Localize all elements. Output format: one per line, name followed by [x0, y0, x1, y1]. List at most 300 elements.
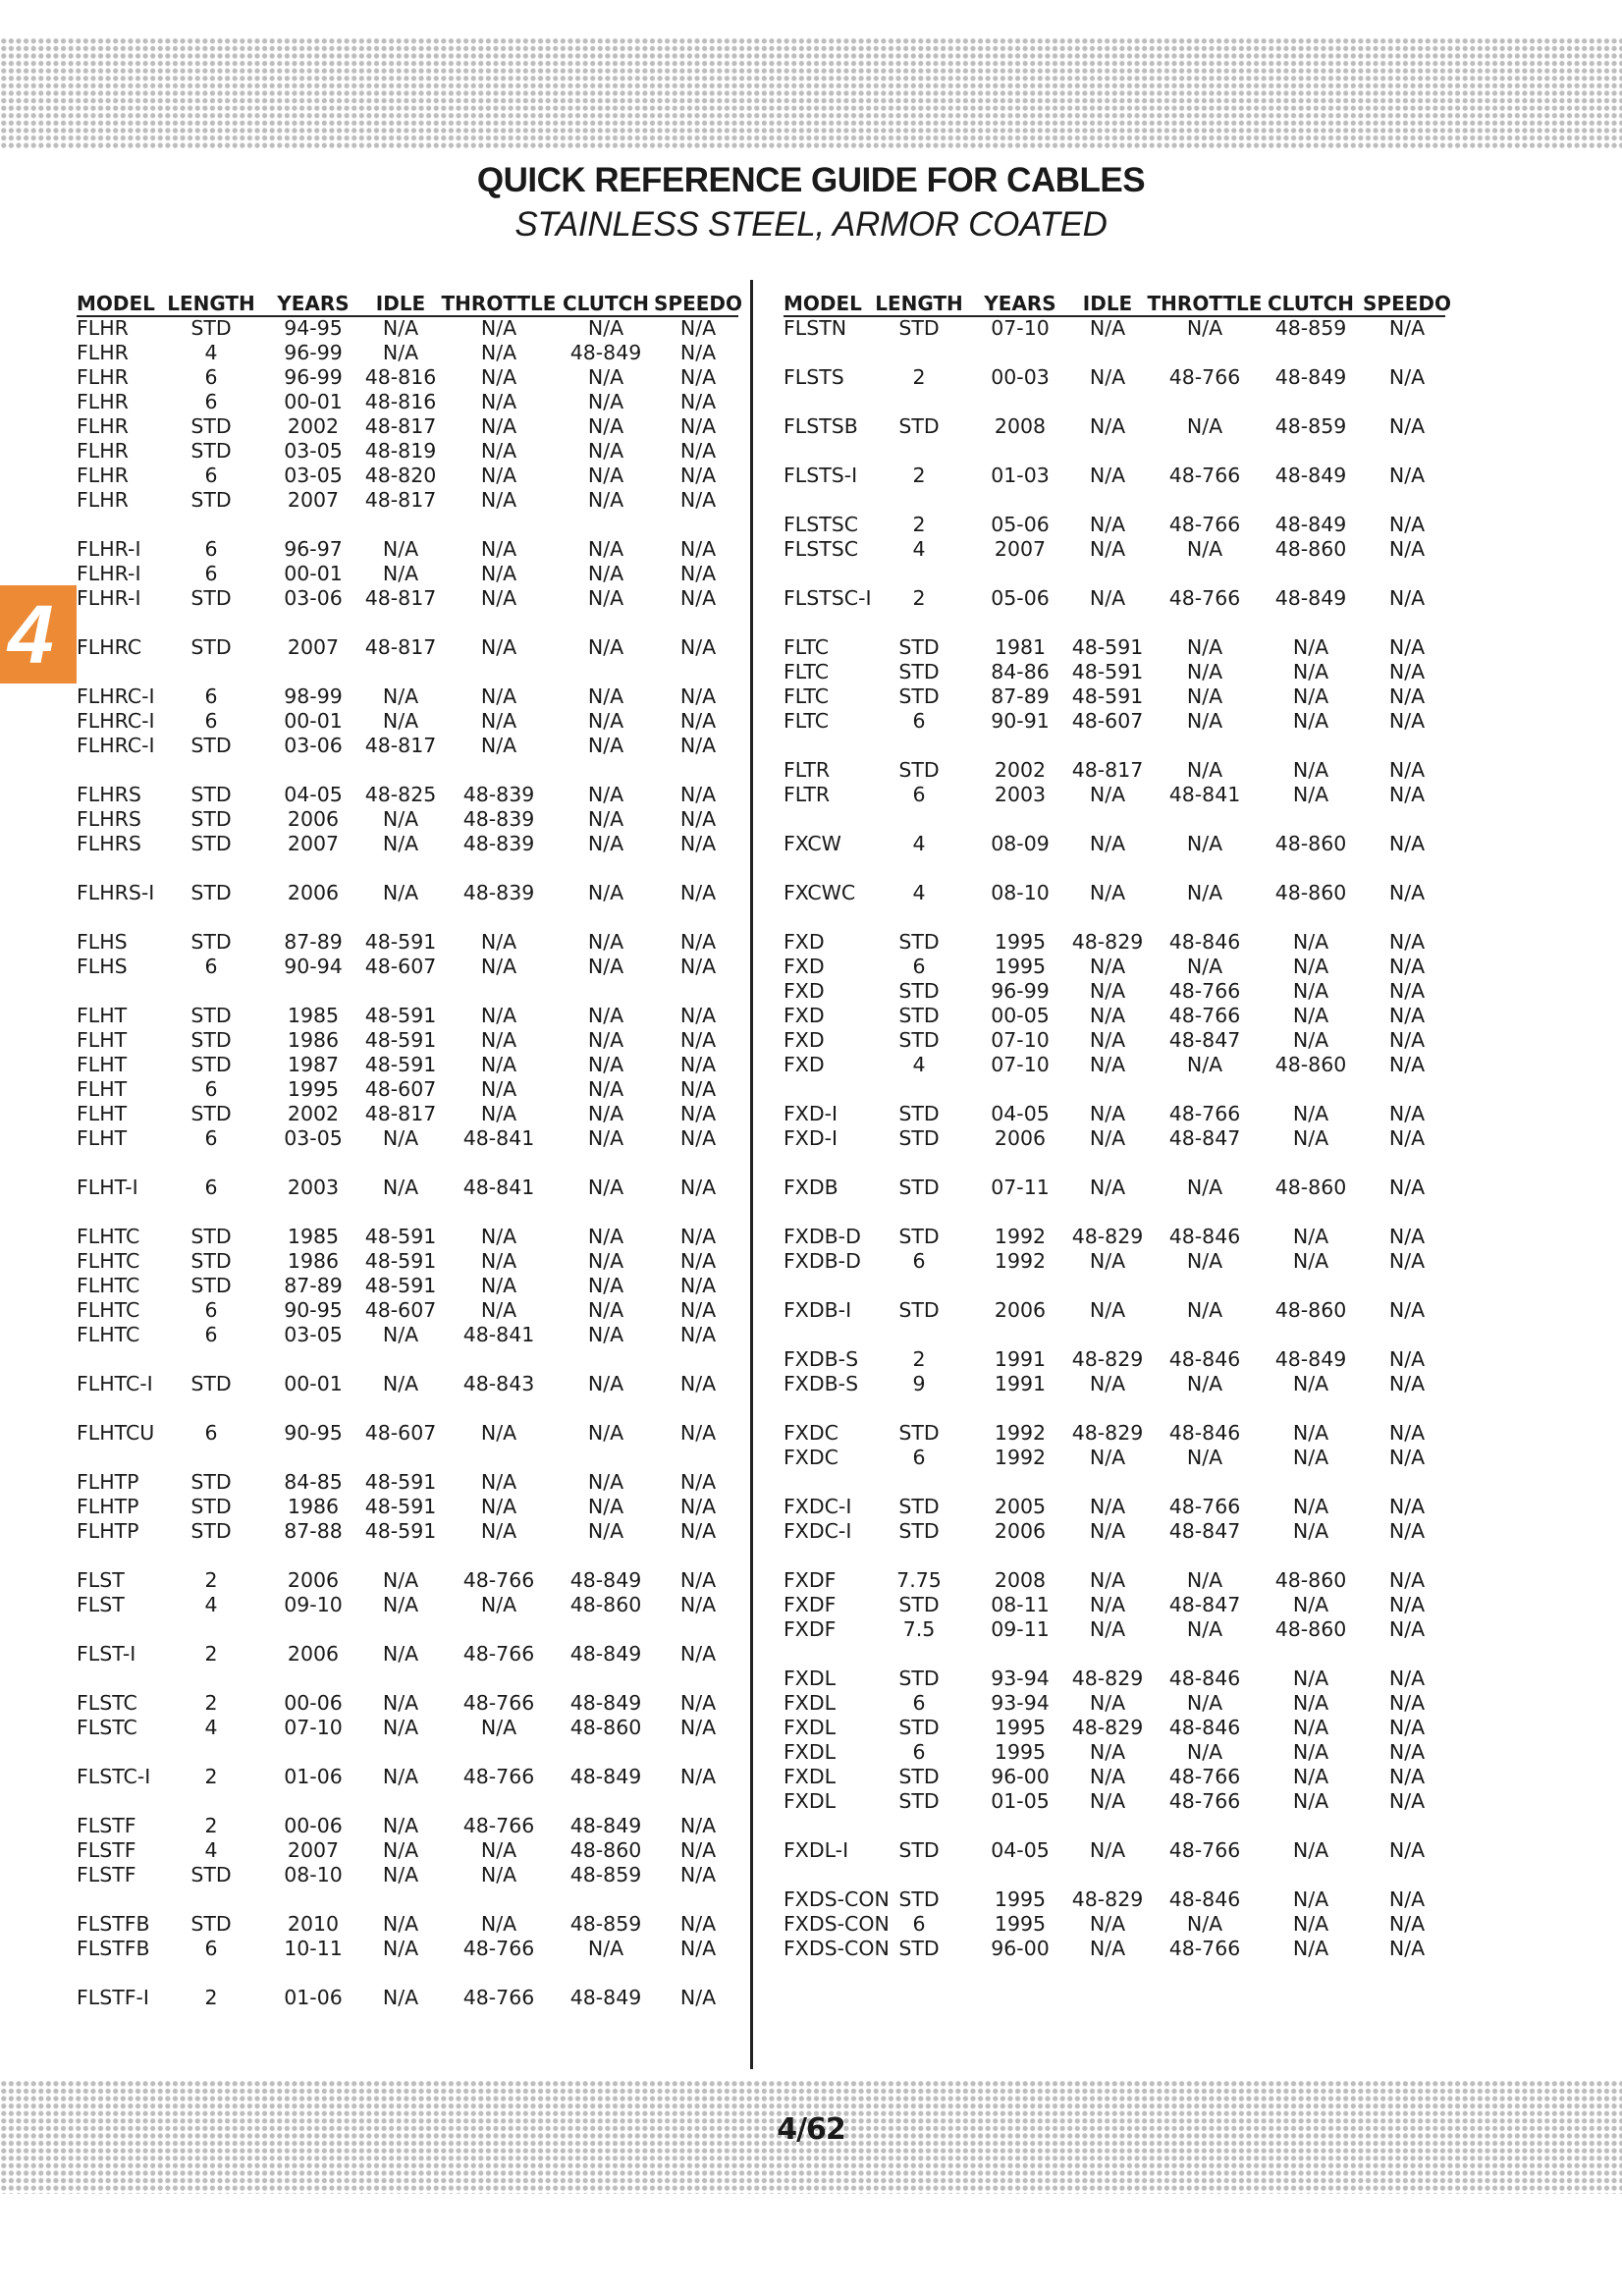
throttle-cell: 48-766	[1168, 979, 1241, 1003]
idle-cell: N/A	[382, 1838, 419, 1862]
clutch-cell: N/A	[1292, 930, 1329, 954]
years-cell: 2006	[994, 1126, 1047, 1150]
throttle-cell: N/A	[480, 1495, 517, 1518]
speedo-cell: N/A	[679, 414, 717, 438]
throttle-cell: 48-766	[1168, 1789, 1241, 1813]
length-cell: STD	[898, 1593, 940, 1616]
length-cell: 9	[912, 1372, 926, 1395]
throttle-cell: N/A	[480, 1421, 517, 1445]
clutch-cell: N/A	[587, 1274, 624, 1297]
speedo-cell: N/A	[1388, 365, 1426, 389]
idle-cell: 48-607	[364, 1421, 437, 1445]
clutch-cell: N/A	[1292, 1740, 1329, 1764]
years-cell: 87-89	[284, 1274, 343, 1297]
speedo-cell: N/A	[679, 807, 717, 831]
speedo-cell: N/A	[1388, 1519, 1426, 1543]
speedo-cell: N/A	[1388, 1887, 1426, 1911]
length-cell: STD	[898, 1004, 940, 1027]
speedo-cell: N/A	[679, 1642, 717, 1666]
speedo-cell: N/A	[1388, 684, 1426, 708]
model-cell: FXDS-CON	[784, 1937, 890, 1960]
years-cell: 00-01	[284, 390, 343, 413]
clutch-cell: N/A	[1292, 758, 1329, 782]
years-cell: 07-10	[991, 1028, 1050, 1052]
years-cell: 05-06	[991, 513, 1050, 536]
idle-cell: N/A	[1089, 1028, 1126, 1052]
idle-cell: N/A	[382, 881, 419, 904]
speedo-cell: N/A	[1388, 1102, 1426, 1125]
speedo-cell: N/A	[679, 1765, 717, 1788]
years-cell: 08-10	[991, 881, 1050, 904]
clutch-cell: 48-860	[1274, 1175, 1347, 1199]
throttle-cell: 48-766	[462, 1691, 535, 1715]
throttle-cell: 48-766	[1168, 365, 1241, 389]
years-cell: 1992	[994, 1249, 1047, 1273]
speedo-cell: N/A	[1388, 979, 1426, 1003]
clutch-cell: N/A	[587, 709, 624, 733]
speedo-cell: N/A	[1388, 1667, 1426, 1690]
idle-cell: 48-829	[1071, 1667, 1144, 1690]
throttle-cell: N/A	[1186, 1446, 1223, 1469]
speedo-cell: N/A	[1388, 1298, 1426, 1322]
model-cell: FLSTN	[784, 316, 847, 340]
length-cell: STD	[898, 758, 940, 782]
model-cell: FLSTSC	[784, 537, 859, 561]
length-cell: 6	[204, 537, 218, 561]
model-cell: FLHR-I	[77, 562, 141, 585]
speedo-cell: N/A	[679, 341, 717, 364]
model-cell: FLSTC-I	[77, 1765, 151, 1788]
speedo-cell: N/A	[1388, 930, 1426, 954]
throttle-cell: N/A	[1186, 1298, 1223, 1322]
speedo-cell: N/A	[679, 1814, 717, 1837]
speedo-cell: N/A	[1388, 1249, 1426, 1273]
column-header-speedo: SPEEDO	[654, 292, 742, 315]
years-cell: 96-99	[284, 365, 343, 389]
length-cell: 6	[204, 1126, 218, 1150]
years-cell: 07-10	[991, 1053, 1050, 1076]
length-cell: 6	[912, 1740, 926, 1764]
years-cell: 1995	[994, 930, 1047, 954]
years-cell: 1985	[287, 1004, 340, 1027]
idle-cell: N/A	[382, 1912, 419, 1936]
model-cell: FLHRC	[77, 635, 142, 659]
length-cell: 6	[204, 1323, 218, 1346]
model-cell: FXDC	[784, 1421, 838, 1445]
model-cell: FXD	[784, 930, 825, 954]
throttle-cell: N/A	[480, 1053, 517, 1076]
clutch-cell: N/A	[1292, 1495, 1329, 1518]
column-header-speedo: SPEEDO	[1363, 292, 1451, 315]
length-cell: STD	[190, 1863, 232, 1886]
length-cell: 6	[204, 1175, 218, 1199]
length-cell: 6	[204, 1298, 218, 1322]
speedo-cell: N/A	[679, 1004, 717, 1027]
clutch-cell: N/A	[1292, 1028, 1329, 1052]
throttle-cell: N/A	[480, 1298, 517, 1322]
idle-cell: N/A	[1089, 1249, 1126, 1273]
speedo-cell: N/A	[1388, 464, 1426, 487]
idle-cell: 48-591	[364, 1495, 437, 1518]
years-cell: 04-05	[284, 783, 343, 806]
speedo-cell: N/A	[1388, 1446, 1426, 1469]
model-cell: FLSTF	[77, 1863, 136, 1886]
idle-cell: 48-829	[1071, 1421, 1144, 1445]
model-cell: FXDL	[784, 1691, 837, 1715]
years-cell: 98-99	[284, 684, 343, 708]
speedo-cell: N/A	[679, 1519, 717, 1543]
throttle-cell: 48-766	[462, 1568, 535, 1592]
speedo-cell: N/A	[679, 832, 717, 855]
throttle-cell: N/A	[480, 1912, 517, 1936]
speedo-cell: N/A	[1388, 1495, 1426, 1518]
throttle-cell: N/A	[1186, 758, 1223, 782]
model-cell: FLTC	[784, 660, 830, 683]
idle-cell: N/A	[1089, 316, 1126, 340]
model-cell: FXDS-CON	[784, 1912, 890, 1936]
throttle-cell: N/A	[1186, 1568, 1223, 1592]
speedo-cell: N/A	[679, 1421, 717, 1445]
speedo-cell: N/A	[679, 1937, 717, 1960]
throttle-cell: N/A	[480, 684, 517, 708]
throttle-cell: 48-847	[1168, 1519, 1241, 1543]
years-cell: 03-06	[284, 586, 343, 610]
page-title: QUICK REFERENCE GUIDE FOR CABLES	[476, 161, 1146, 199]
throttle-cell: N/A	[480, 1004, 517, 1027]
length-cell: 6	[204, 464, 218, 487]
throttle-cell: N/A	[1186, 316, 1223, 340]
speedo-cell: N/A	[679, 1593, 717, 1616]
model-cell: FLHT	[77, 1077, 128, 1101]
model-cell: FLSTF	[77, 1838, 136, 1862]
clutch-cell: N/A	[587, 1323, 624, 1346]
length-cell: 2	[912, 1347, 926, 1371]
throttle-cell: N/A	[480, 390, 517, 413]
throttle-cell: 48-843	[462, 1372, 535, 1395]
column-header-model: MODEL	[784, 292, 862, 315]
throttle-cell: N/A	[1186, 709, 1223, 733]
throttle-cell: N/A	[1186, 1912, 1223, 1936]
length-cell: 6	[912, 783, 926, 806]
model-cell: FLHRC-I	[77, 709, 155, 733]
throttle-cell: N/A	[1186, 1249, 1223, 1273]
model-cell: FLHT	[77, 1053, 128, 1076]
model-cell: FLHTC	[77, 1323, 140, 1346]
idle-cell: N/A	[1089, 1495, 1126, 1518]
throttle-cell: 48-839	[462, 807, 535, 831]
idle-cell: N/A	[382, 1986, 419, 2009]
clutch-cell: 48-849	[1274, 513, 1347, 536]
model-cell: FLHT	[77, 1028, 128, 1052]
idle-cell: 48-607	[364, 955, 437, 978]
speedo-cell: N/A	[1388, 1937, 1426, 1960]
clutch-cell: 48-849	[569, 341, 642, 364]
idle-cell: N/A	[1089, 1519, 1126, 1543]
speedo-cell: N/A	[679, 439, 717, 463]
throttle-cell: 48-841	[1168, 783, 1241, 806]
speedo-cell: N/A	[679, 1028, 717, 1052]
speedo-cell: N/A	[679, 709, 717, 733]
model-cell: FLHR	[77, 316, 129, 340]
throttle-cell: N/A	[1186, 660, 1223, 683]
length-cell: 4	[204, 1716, 218, 1739]
idle-cell: 48-817	[364, 1102, 437, 1125]
model-cell: FLHTC	[77, 1298, 140, 1322]
throttle-cell: N/A	[1186, 1372, 1223, 1395]
clutch-cell: N/A	[1292, 1593, 1329, 1616]
chapter-tab	[0, 585, 77, 683]
speedo-cell: N/A	[679, 684, 717, 708]
length-cell: STD	[190, 881, 232, 904]
clutch-cell: N/A	[587, 1225, 624, 1248]
length-cell: 4	[912, 881, 926, 904]
length-cell: 2	[912, 586, 926, 610]
length-cell: 6	[204, 1937, 218, 1960]
throttle-cell: N/A	[480, 365, 517, 389]
idle-cell: 48-825	[364, 783, 437, 806]
model-cell: FXDB-D	[784, 1249, 861, 1273]
speedo-cell: N/A	[1388, 660, 1426, 683]
speedo-cell: N/A	[679, 955, 717, 978]
speedo-cell: N/A	[1388, 1421, 1426, 1445]
length-cell: STD	[190, 1249, 232, 1273]
idle-cell: N/A	[1089, 365, 1126, 389]
model-cell: FLHRS-I	[77, 881, 155, 904]
years-cell: 2007	[287, 832, 340, 855]
model-cell: FLHTC	[77, 1274, 140, 1297]
years-cell: 08-10	[284, 1863, 343, 1886]
length-cell: 6	[204, 1421, 218, 1445]
speedo-cell: N/A	[1388, 758, 1426, 782]
throttle-cell: 48-846	[1168, 1716, 1241, 1739]
idle-cell: N/A	[1089, 783, 1126, 806]
length-cell: 6	[912, 955, 926, 978]
years-cell: 1986	[287, 1495, 340, 1518]
clutch-cell: N/A	[587, 1004, 624, 1027]
length-cell: STD	[190, 1274, 232, 1297]
years-cell: 1991	[994, 1347, 1047, 1371]
idle-cell: 48-591	[364, 1028, 437, 1052]
throttle-cell: N/A	[480, 316, 517, 340]
idle-cell: N/A	[1089, 1740, 1126, 1764]
length-cell: STD	[190, 930, 232, 954]
length-cell: STD	[190, 414, 232, 438]
model-cell: FLSTF	[77, 1814, 136, 1837]
clutch-cell: N/A	[1292, 1716, 1329, 1739]
years-cell: 03-05	[284, 1126, 343, 1150]
speedo-cell: N/A	[1388, 1053, 1426, 1076]
years-cell: 93-94	[991, 1691, 1050, 1715]
throttle-cell: N/A	[480, 1225, 517, 1248]
years-cell: 00-05	[991, 1004, 1050, 1027]
model-cell: FLHT	[77, 1126, 128, 1150]
model-cell: FLTC	[784, 684, 830, 708]
years-cell: 94-95	[284, 316, 343, 340]
years-cell: 2008	[994, 414, 1047, 438]
clutch-cell: N/A	[587, 1937, 624, 1960]
speedo-cell: N/A	[679, 390, 717, 413]
length-cell: STD	[190, 1912, 232, 1936]
throttle-cell: 48-766	[1168, 1937, 1241, 1960]
length-cell: STD	[898, 635, 940, 659]
years-cell: 1985	[287, 1225, 340, 1248]
length-cell: STD	[898, 316, 940, 340]
clutch-cell: N/A	[587, 783, 624, 806]
model-cell: FLSTFB	[77, 1912, 150, 1936]
speedo-cell: N/A	[1388, 1838, 1426, 1862]
model-cell: FXD-I	[784, 1102, 838, 1125]
clutch-cell: 48-849	[1274, 365, 1347, 389]
idle-cell: N/A	[382, 684, 419, 708]
idle-cell: N/A	[382, 341, 419, 364]
speedo-cell: N/A	[679, 1175, 717, 1199]
years-cell: 04-05	[991, 1102, 1050, 1125]
clutch-cell: N/A	[587, 464, 624, 487]
clutch-cell: N/A	[1292, 709, 1329, 733]
throttle-cell: N/A	[1186, 1740, 1223, 1764]
model-cell: FLHR	[77, 464, 129, 487]
clutch-cell: 48-849	[1274, 1347, 1347, 1371]
length-cell: 2	[204, 1814, 218, 1837]
model-cell: FLSTS	[784, 365, 844, 389]
speedo-cell: N/A	[1388, 1716, 1426, 1739]
clutch-cell: 48-849	[569, 1986, 642, 2009]
idle-cell: N/A	[382, 537, 419, 561]
speedo-cell: N/A	[679, 1077, 717, 1101]
throttle-cell: N/A	[1186, 684, 1223, 708]
length-cell: STD	[190, 1495, 232, 1518]
length-cell: 2	[204, 1568, 218, 1592]
throttle-cell: N/A	[480, 1249, 517, 1273]
years-cell: 1991	[994, 1372, 1047, 1395]
clutch-cell: N/A	[1292, 1004, 1329, 1027]
years-cell: 07-10	[284, 1716, 343, 1739]
throttle-cell: N/A	[480, 1470, 517, 1494]
clutch-cell: 48-860	[1274, 832, 1347, 855]
page-subtitle: STAINLESS STEEL, ARMOR COATED	[514, 205, 1108, 244]
length-cell: STD	[898, 1667, 940, 1690]
years-cell: 1992	[994, 1421, 1047, 1445]
years-cell: 00-01	[284, 562, 343, 585]
clutch-cell: N/A	[1292, 1838, 1329, 1862]
chapter-number: 4	[8, 588, 54, 681]
length-cell: STD	[898, 1102, 940, 1125]
length-cell: STD	[190, 1372, 232, 1395]
clutch-cell: 48-860	[1274, 1298, 1347, 1322]
length-cell: STD	[190, 1519, 232, 1543]
speedo-cell: N/A	[1388, 783, 1426, 806]
years-cell: 03-06	[284, 734, 343, 757]
years-cell: 1995	[994, 1887, 1047, 1911]
column-header-idle: IDLE	[375, 292, 426, 315]
length-cell: STD	[190, 783, 232, 806]
idle-cell: N/A	[382, 1568, 419, 1592]
speedo-cell: N/A	[679, 1470, 717, 1494]
clutch-cell: N/A	[587, 1421, 624, 1445]
idle-cell: N/A	[382, 1175, 419, 1199]
model-cell: FLHTC-I	[77, 1372, 153, 1395]
idle-cell: N/A	[1089, 1937, 1126, 1960]
years-cell: 00-01	[284, 709, 343, 733]
length-cell: 2	[912, 464, 926, 487]
clutch-cell: N/A	[1292, 955, 1329, 978]
years-cell: 1986	[287, 1028, 340, 1052]
model-cell: FLHT	[77, 1004, 128, 1027]
model-cell: FLHRC-I	[77, 684, 155, 708]
length-cell: 6	[912, 709, 926, 733]
speedo-cell: N/A	[679, 1274, 717, 1297]
idle-cell: N/A	[382, 1323, 419, 1346]
years-cell: 96-00	[991, 1765, 1050, 1788]
model-cell: FLSTS-I	[784, 464, 858, 487]
idle-cell: N/A	[1089, 1102, 1126, 1125]
clutch-cell: N/A	[587, 562, 624, 585]
throttle-cell: N/A	[480, 562, 517, 585]
idle-cell: N/A	[382, 1716, 419, 1739]
model-cell: FXDB	[784, 1175, 838, 1199]
length-cell: STD	[190, 1028, 232, 1052]
idle-cell: 48-591	[364, 930, 437, 954]
idle-cell: N/A	[1089, 1789, 1126, 1813]
speedo-cell: N/A	[679, 1986, 717, 2009]
idle-cell: 48-591	[364, 1004, 437, 1027]
model-cell: FXDB-S	[784, 1347, 859, 1371]
idle-cell: 48-591	[364, 1274, 437, 1297]
speedo-cell: N/A	[1388, 635, 1426, 659]
model-cell: FLHTCU	[77, 1421, 155, 1445]
idle-cell: 48-817	[364, 488, 437, 512]
clutch-cell: 48-849	[569, 1568, 642, 1592]
length-cell: 7.75	[896, 1568, 942, 1592]
model-cell: FLHR	[77, 365, 129, 389]
model-cell: FLSTC	[77, 1691, 137, 1715]
idle-cell: 48-607	[1071, 709, 1144, 733]
years-cell: 01-06	[284, 1986, 343, 2009]
speedo-cell: N/A	[1388, 1347, 1426, 1371]
speedo-cell: N/A	[679, 1838, 717, 1862]
idle-cell: 48-817	[364, 414, 437, 438]
length-cell: 6	[204, 955, 218, 978]
idle-cell: N/A	[1089, 955, 1126, 978]
speedo-cell: N/A	[679, 1372, 717, 1395]
clutch-cell: N/A	[587, 1126, 624, 1150]
years-cell: 90-91	[991, 709, 1050, 733]
years-cell: 1995	[994, 1716, 1047, 1739]
model-cell: FLST-I	[77, 1642, 136, 1666]
top-dot-pattern-band	[0, 37, 1622, 149]
idle-cell: 48-591	[364, 1470, 437, 1494]
clutch-cell: N/A	[1292, 1372, 1329, 1395]
throttle-cell: 48-766	[462, 1986, 535, 2009]
years-cell: 10-11	[284, 1937, 343, 1960]
idle-cell: 48-591	[1071, 660, 1144, 683]
model-cell: FXD	[784, 1004, 825, 1027]
clutch-cell: N/A	[587, 807, 624, 831]
model-cell: FLST	[77, 1593, 125, 1616]
length-cell: 2	[912, 513, 926, 536]
years-cell: 00-01	[284, 1372, 343, 1395]
idle-cell: N/A	[382, 832, 419, 855]
throttle-cell: N/A	[1186, 1175, 1223, 1199]
clutch-cell: N/A	[1292, 1912, 1329, 1936]
speedo-cell: N/A	[679, 1298, 717, 1322]
speedo-cell: N/A	[679, 464, 717, 487]
model-cell: FXDB-D	[784, 1225, 861, 1248]
idle-cell: N/A	[1089, 537, 1126, 561]
years-cell: 1995	[994, 1740, 1047, 1764]
years-cell: 87-89	[991, 684, 1050, 708]
throttle-cell: N/A	[1186, 1053, 1223, 1076]
